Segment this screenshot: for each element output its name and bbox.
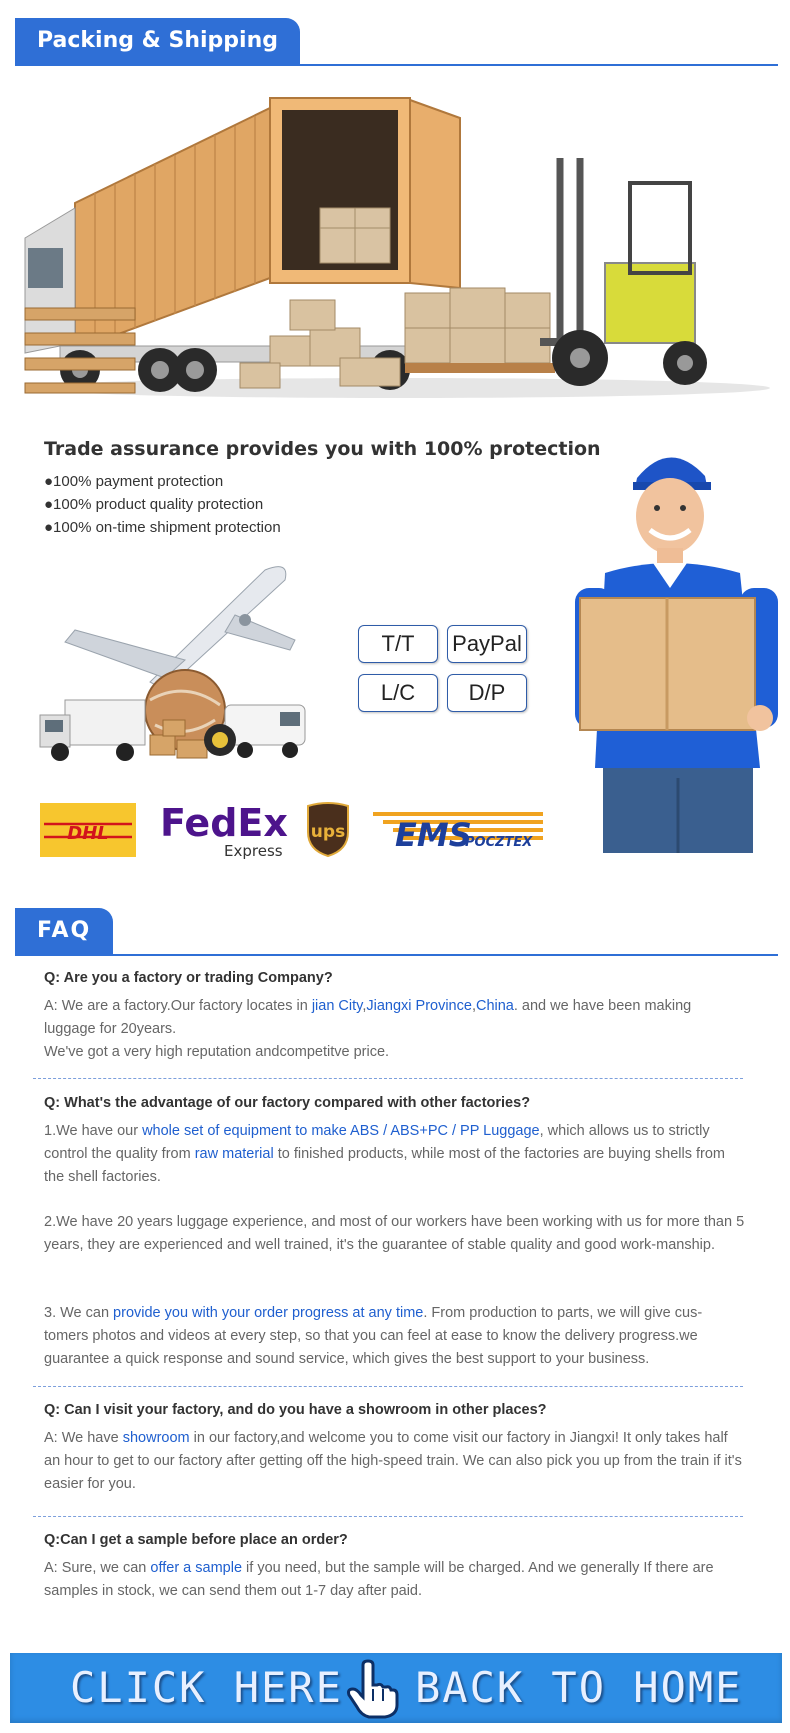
global-logistics-illustration [35,560,320,770]
packing-section-title: Packing & Shipping [15,18,300,64]
ems-logo-text: EMS [395,816,472,854]
faq-answer-2-p2: 2.We have 20 years luggage experience, and most of our workers have been working with us for more than 5 years, they are experienced and well trained, it's the guarantee of stable quality and good work-manship. [44,1214,745,1253]
faq-question-3: Q: Can I visit your factory, and do you have a showroom in other places? [44,1402,547,1418]
faq-section-header [15,908,778,956]
trade-item-payment: ●100% payment protection [44,473,224,490]
trade-assurance-list [44,470,281,539]
faq-answer-4: A: Sure, we can offer a sample if you need, but the sample will be charged. And we generally If there are samples in stock, we can send them out 1-7 day after paid. [44,1560,714,1599]
faq-divider [33,1386,743,1387]
faq-question-2: Q: What's the advantage of our factory compared with other factories? [44,1095,531,1111]
faq-answer-2-p3: 3. We can provide you with your order progress at any time. From production to parts, we will give cus-tomers photos and videos at every step, so that you can feel at ease to know the delivery progress.we guarantee a quick response and sound service, which gives the best support to your business. [44,1305,703,1367]
back-to-home-text: BACK TO HOME [415,1663,743,1712]
shipping-truck-illustration [20,88,775,400]
fedex-logo-text: FedEx [160,801,288,845]
trade-assurance-title: Trade assurance provides you with 100% protection [44,438,601,460]
ems-pocztex-logo [373,808,543,854]
pointing-hand-icon [343,1659,399,1719]
fedex-express-text: Express [224,842,283,860]
ups-logo-text: ups [310,822,346,842]
click-here-text: CLICK HERE [70,1663,343,1712]
faq-section-title: FAQ [15,908,113,954]
payment-dp-button[interactable]: D/P [447,674,527,712]
trade-item-quality: ●100% product quality protection [44,496,264,513]
faq-answer-3: A: We have showroom in our factory,and welcome you to come visit our factory in Jiangxi! It only takes half an hour to get to our factory after getting off the high-speed train. We can also pick you up from the train if it's easier for you. [44,1430,742,1492]
ups-logo [305,802,351,857]
delivery-man-illustration [575,438,780,853]
back-to-home-banner[interactable] [10,1653,782,1723]
dhl-logo-text: DHL [67,823,109,844]
faq-divider [33,1078,743,1079]
fedex-logo [158,800,290,860]
faq-answer-1: A: We are a factory.Our factory locates in jian City,Jiangxi Province,China. and we have been making luggage for 20years. We've got a very high reputation andcompetitve price. [44,998,692,1060]
payment-paypal-button[interactable]: PayPal [447,625,527,663]
faq-question-1: Q: Are you a factory or trading Company? [44,970,333,986]
pocztex-logo-text: POCZTEX [465,835,533,850]
faq-question-4: Q:Can I get a sample before place an order? [44,1532,348,1548]
faq-answer-2-p1: 1.We have our whole set of equipment to make ABS / ABS+PC / PP Luggage, which allows us to strictly control the quality from raw material to finished products, while most of the factories are buying shells from the shell factories. [44,1123,726,1185]
payment-tt-button[interactable]: T/T [358,625,438,663]
faq-divider [33,1516,743,1517]
payment-lc-button[interactable]: L/C [358,674,438,712]
packing-section-header [15,18,778,66]
dhl-logo [40,803,136,857]
trade-item-shipment: ●100% on-time shipment protection [44,519,281,536]
